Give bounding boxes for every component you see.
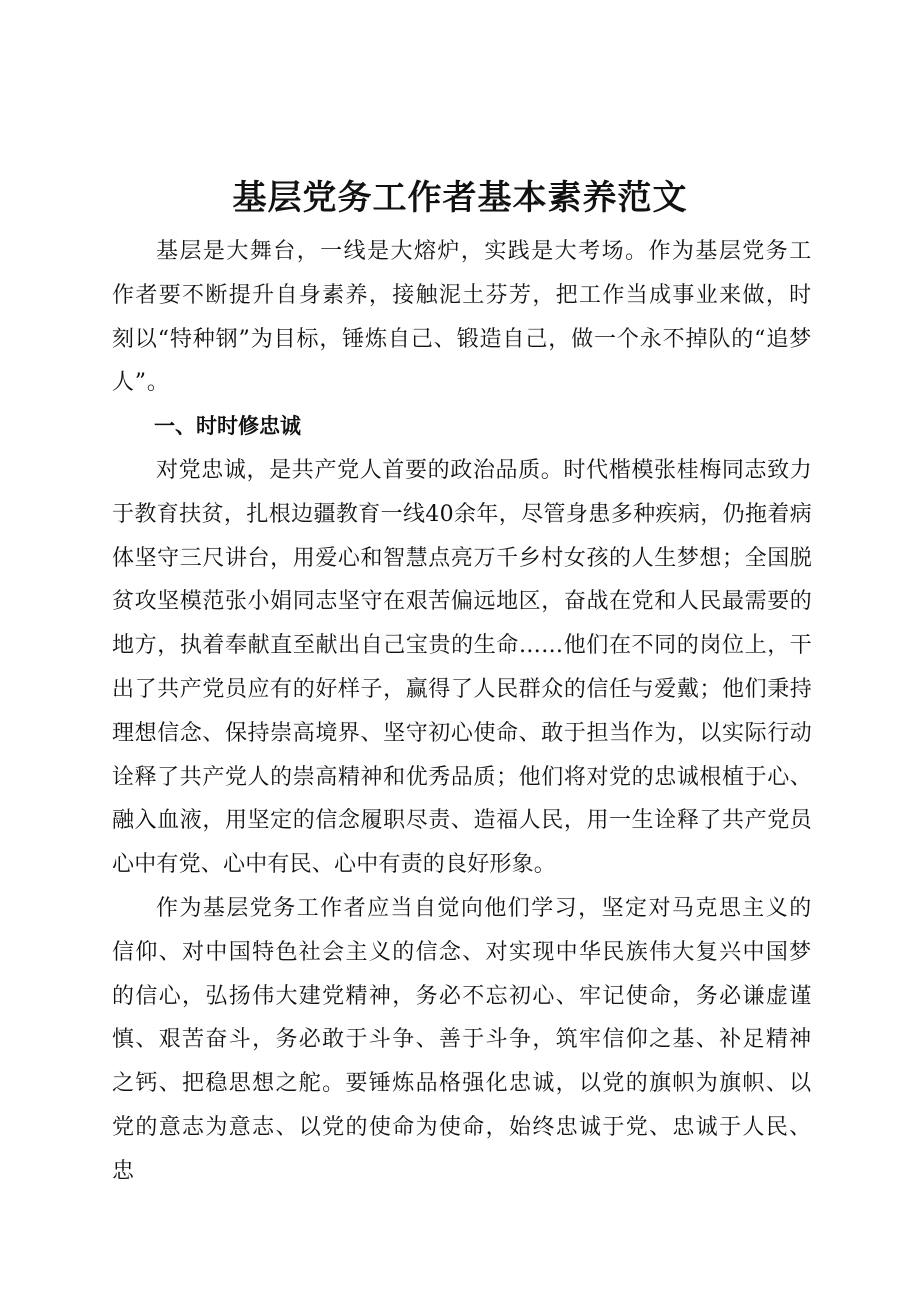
intro-paragraph: 基层是大舞台，一线是大熔炉，实践是大考场。作为基层党务工作者要不断提升自身素养，接触泥土芬芳，把工作当成事业来做，时刻以“特种钢”为目标，锤炼自己、锻造自己，做一个永不掉队的“追梦人”。 — [112, 239, 812, 396]
body-paragraph: 作为基层党务工作者应当自觉向他们学习，坚定对马克思主义的信仰、对中国特色社会主义的信念、对实现中华民族伟大复兴中国梦的信心，弘扬伟大建党精神，务必不忘初心、牢记使命，务必谦虚谨慎、艰苦奋斗，务必敢于斗争、善于斗争，筑牢信仰之基、补足精神之钙、把稳思想之舵。要锤炼品格强化忠诚，以党的旗帜为旗帜、以党的意志为意志、以党的使命为使命，始终忠诚于党、忠诚于人民、忠 — [112, 895, 812, 1184]
body-paragraph: 对党忠诚，是共产党人首要的政治品质。时代楷模张桂梅同志致力于教育扶贫，扎根边疆教育一线40余年，尽管身患多种疾病，仍拖着病体坚守三尺讲台，用爱心和智慧点亮万千乡村女孩的人生梦想；全国脱贫攻坚模范张小娟同志坚守在艰苦偏远地区，奋战在党和人民最需要的地方，执着奉献直至献出自己宝贵的生命……他们在不同的岗位上，干出了共产党员应有的好样子，赢得了人民群众的信任与爱戴；他们秉持理想信念、保持崇高境界、坚守初心使命、敢于担当作为，以实际行动诠释了共产党人的崇高精神和优秀品质；他们将对党的忠诚根植于心、融入血液，用坚定的信念履职尽责、造福人民，用一生诠释了共产党员心中有党、心中有民、心中有责的良好形象。 — [112, 457, 812, 878]
document-body — [112, 230, 812, 1194]
document-title: 基层党务工作者基本素养范文 — [232, 178, 688, 218]
section-heading-loyalty: 一、时时修忠诚 — [154, 414, 301, 439]
